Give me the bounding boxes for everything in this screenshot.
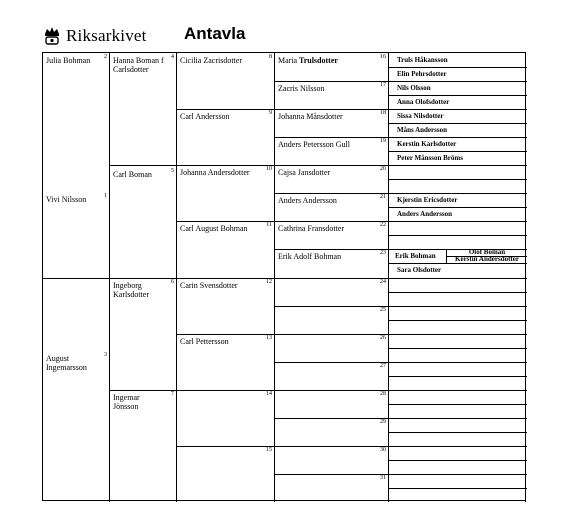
row-divider <box>389 123 527 124</box>
row-divider <box>275 165 389 166</box>
person-22-cell <box>278 224 376 233</box>
person-name: Johanna Andersdotter <box>180 168 250 178</box>
person-number: 3 <box>104 352 107 358</box>
person-name: Ingeborg Karlsdotter <box>113 280 149 299</box>
row-divider <box>389 109 527 110</box>
person-6-cell <box>113 281 164 299</box>
row-divider <box>275 418 389 419</box>
person-number: 14 <box>266 390 272 397</box>
row-divider <box>389 67 527 68</box>
row-divider <box>389 81 527 82</box>
row-divider <box>275 390 389 391</box>
row-divider <box>275 137 389 138</box>
person-number: 6 <box>171 278 174 285</box>
gen6-name: Kerstin Andersdotter <box>455 255 519 264</box>
person-number: 25 <box>380 306 386 313</box>
person-number: 24 <box>380 278 386 285</box>
row-divider <box>43 278 110 279</box>
person-name: Carl Boman <box>113 170 152 180</box>
person-name: Hanna Boman f Carlsdotter <box>113 56 164 74</box>
page-title: Antavla <box>184 24 246 43</box>
row-divider <box>389 418 527 419</box>
person-surname: Trulsdotter <box>297 56 338 65</box>
person-number: 12 <box>266 278 272 285</box>
person-number: 4 <box>171 54 174 60</box>
person-23-cell <box>278 252 376 261</box>
person-number: 10 <box>266 166 272 173</box>
person-21-cell <box>278 196 376 205</box>
person-4-cell <box>113 56 164 74</box>
person-number: 31 <box>380 474 386 481</box>
person-number: 16 <box>380 54 386 60</box>
person-19-cell <box>278 140 376 149</box>
person-1-cell <box>46 195 97 204</box>
row-divider <box>275 278 389 279</box>
row-divider <box>389 306 527 307</box>
person-name: Anders Petersson Gull <box>278 140 350 150</box>
pedigree-chart <box>42 52 526 501</box>
person-number: 1 <box>104 193 107 199</box>
gen5-name: Måns Andersson <box>397 126 447 135</box>
row-divider <box>110 390 177 391</box>
outer-right-border <box>525 53 526 502</box>
gen5-name: Sara Olsdotter <box>397 266 442 275</box>
person-13-cell <box>180 337 262 346</box>
row-divider <box>275 81 389 82</box>
gen5-name: Erik Bohman <box>395 252 436 261</box>
logo-text: Riksarkivet <box>66 26 147 45</box>
person-number: 26 <box>380 334 386 341</box>
row-divider <box>389 460 527 461</box>
row-divider <box>389 348 527 349</box>
row-divider <box>177 334 275 335</box>
person-number: 18 <box>380 110 386 117</box>
gen6-name: Olof Boman <box>468 248 506 257</box>
row-divider <box>275 221 389 222</box>
person-2-cell <box>46 56 97 65</box>
person-20-cell <box>278 168 376 177</box>
row-divider <box>389 95 527 96</box>
person-name: Ingemar Jönsson <box>113 392 140 411</box>
gen5-name: Truls Håkansson <box>397 56 448 64</box>
person-number: 15 <box>266 446 272 453</box>
gen5-name: Peter Månsson Bröms <box>397 154 463 163</box>
row-divider <box>389 488 527 489</box>
gen5-name: Elin Pehrsdotter <box>397 70 447 79</box>
row-divider <box>389 334 527 335</box>
gen5-name: Kjerstin Ericsdotter <box>397 196 458 205</box>
row-divider <box>177 446 275 447</box>
person-number: 7 <box>171 390 174 397</box>
person-name: Julia Bohman <box>46 56 91 65</box>
row-divider <box>389 474 527 475</box>
person-17-cell <box>278 84 376 93</box>
person-9-cell <box>180 112 262 121</box>
person-number: 8 <box>269 54 272 60</box>
row-divider <box>389 263 527 264</box>
person-number: 9 <box>269 110 272 117</box>
person-number: 28 <box>380 390 386 397</box>
row-divider <box>389 362 527 363</box>
person-number: 21 <box>380 194 386 201</box>
row-divider <box>177 165 275 166</box>
person-3-cell <box>46 354 97 372</box>
row-divider <box>275 362 389 363</box>
row-divider <box>110 165 177 166</box>
person-number: 29 <box>380 418 386 425</box>
person-number: 5 <box>171 168 174 175</box>
gen5-name: Anders Andersson <box>397 210 453 219</box>
person-5-cell <box>113 170 164 179</box>
row-divider <box>389 193 527 194</box>
row-divider <box>389 235 527 236</box>
row-divider <box>389 432 527 433</box>
person-12-cell <box>180 281 262 290</box>
person-number: 13 <box>266 334 272 341</box>
row-divider <box>389 446 527 447</box>
person-number: 30 <box>380 446 386 453</box>
person-16-cell <box>278 56 376 65</box>
person-name: Cajsa Jansdotter <box>278 168 331 178</box>
row-divider <box>389 278 527 279</box>
row-divider <box>389 292 527 293</box>
person-8-cell <box>180 56 262 65</box>
row-divider <box>110 278 177 279</box>
row-divider <box>275 306 389 307</box>
person-name: Carl August Bohman <box>180 224 248 234</box>
person-name: Carl Andersson <box>180 112 230 122</box>
row-divider <box>275 446 389 447</box>
person-name: Erik Adolf Bohman <box>278 252 342 262</box>
person-name: Anders Andersson <box>278 196 337 206</box>
row-divider <box>275 193 389 194</box>
person-number: 17 <box>380 82 386 89</box>
person-name: Carl Pettersson <box>180 336 229 346</box>
person-name: Vivi Nilsson <box>46 195 87 204</box>
row-divider <box>275 249 389 250</box>
row-divider <box>177 109 275 110</box>
row-divider <box>389 390 527 391</box>
row-divider <box>389 320 527 321</box>
person-number: 20 <box>380 166 386 173</box>
row-divider <box>389 207 527 208</box>
gen5-name: Anna Olofsdotter <box>397 98 450 107</box>
row-divider <box>389 376 527 377</box>
person-number: 23 <box>380 250 386 257</box>
person-number: 2 <box>104 54 107 60</box>
gen5-name: Kerstin Karlsdotter <box>397 140 457 149</box>
riksarkivet-logo <box>42 24 147 48</box>
row-divider <box>389 151 527 152</box>
person-name: Cathrina Fransdotter <box>278 224 344 234</box>
row-divider <box>389 137 527 138</box>
person-name: Cicilia Zacrisdotter <box>180 56 242 65</box>
person-number: 19 <box>380 138 386 145</box>
row-divider <box>177 278 275 279</box>
row-divider <box>275 109 389 110</box>
row-divider <box>275 334 389 335</box>
person-18-cell <box>278 112 376 121</box>
crown-icon <box>42 25 62 47</box>
row-divider <box>389 179 527 180</box>
gen5-name: Sissa Nilsdotter <box>397 112 444 121</box>
person-number: 22 <box>380 222 386 229</box>
person-name: Carin Svensdotter <box>180 280 238 290</box>
person-7-cell <box>113 393 164 411</box>
row-divider <box>389 221 527 222</box>
person-name: Johanna Månsdotter <box>278 112 343 122</box>
row-divider <box>389 404 527 405</box>
person-number: 27 <box>380 362 386 369</box>
row-divider <box>389 165 527 166</box>
person-10-cell <box>180 168 262 177</box>
person-11-cell <box>180 224 262 233</box>
person-name: Maria <box>278 56 298 65</box>
person-number: 11 <box>266 222 272 229</box>
row-divider <box>177 221 275 222</box>
row-divider <box>177 390 275 391</box>
gen5-name: Nils Olsson <box>397 84 431 93</box>
row-divider <box>275 474 389 475</box>
person-name: Zacris Nilsson <box>278 84 325 94</box>
person-name: August Ingemarsson <box>46 354 87 372</box>
